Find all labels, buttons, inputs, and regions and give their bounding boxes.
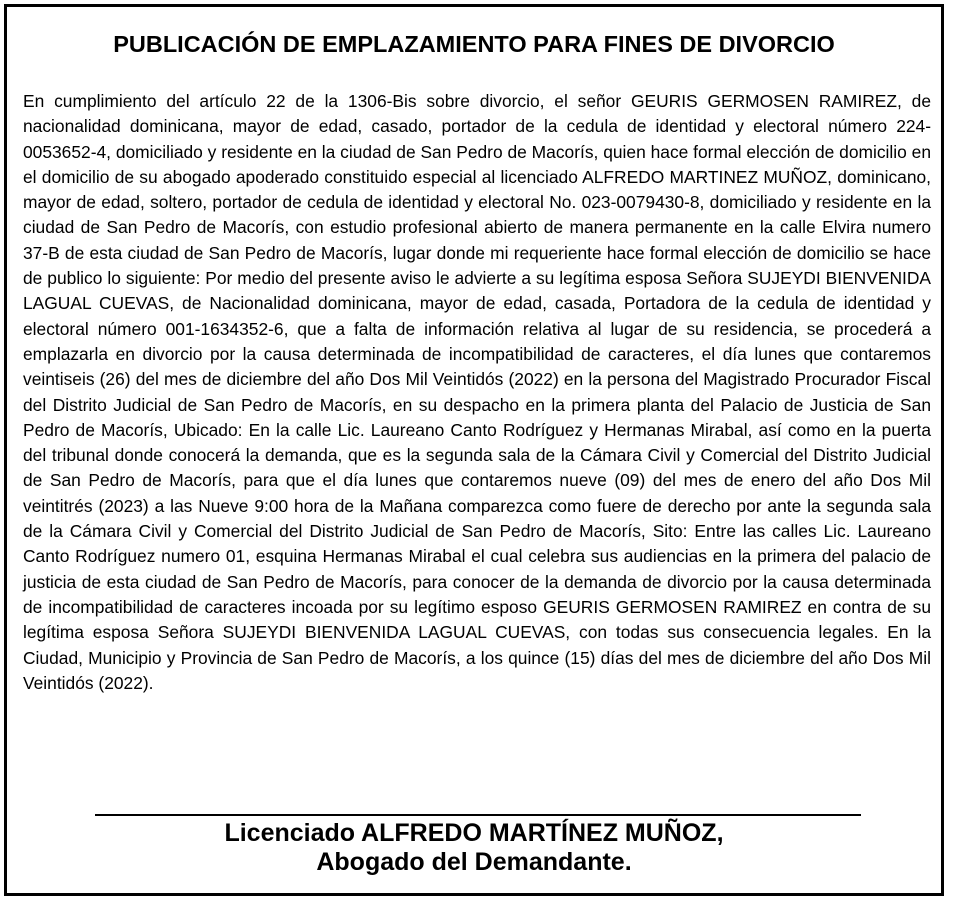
signature-block [7, 819, 941, 877]
notice-title: PUBLICACIÓN DE EMPLAZAMIENTO PARA FINES DE DIVORCIO [113, 31, 835, 57]
signature-line [95, 814, 861, 816]
signature-role: Abogado del Demandante. [316, 848, 632, 876]
notice-frame [4, 4, 944, 896]
notice-body: En cumplimiento del artículo 22 de la 1306-Bis sobre divorcio, el señor GEURIS GERMOSEN RAMIREZ, de nacionalidad dominicana, mayor de edad, casado, portador de la cedula de identidad y electoral número 224-0053652-4, domiciliado y residente en la ciudad de San Pedro de Macorís, quien hace formal elección de domicilio en el domicilio de su abogado apoderado constituido especial al licenciado ALFREDO MARTINEZ MUÑOZ, dominicano, mayor de edad, soltero, portador de cedula de identidad y electoral No. 023-0079430-8, domiciliado y residente en la ciudad de San Pedro de Macorís, con estudio profesional abierto de manera permanente en la calle Elvira numero 37-B de esta ciudad de San Pedro de Macorís, lugar donde mi requeriente hace formal elección de domicilio se hace de publico lo siguiente: Por medio del presente aviso le advierte a su legítima esposa Señora SUJEYDI BIENVENIDA LAGUAL CUEVAS, de Nacionalidad dominicana, mayor de edad, casada, Portadora de la cedula de identidad y electoral número 001-1634352-6, que a falta de información relativa al lugar de su residencia, se procederá a emplazarla en divorcio por la causa determinada de incompatibilidad de caracteres, el día lunes que contaremos veintiseis (26) del mes de diciembre del año Dos Mil Veintidós (2022) en la persona del Magistrado Procurador Fiscal del Distrito Judicial de San Pedro de Macorís, en su despacho en la primera planta del Palacio de Justicia de San Pedro de Macorís, Ubicado: En la calle Lic. Laureano Canto Rodríguez y Hermanas Mirabal, así como en la puerta del tribunal donde conocerá la demanda, que es la segunda sala de la Cámara Civil y Comercial del Distrito Judicial de San Pedro de Macorís, para que el día lunes que contaremos nueve (09) del mes de enero del año Dos Mil veintitrés (2023) a las Nueve 9:00 hora de la Mañana comparezca como fuere de derecho por ante la segunda sala de la Cámara Civil y Comercial del Distrito Judicial de San Pedro de Macorís, Sito: Entre las calles Lic. Laureano Canto Rodríguez numero 01, esquina Hermanas Mirabal el cual celebra sus audiencias en la primera del palacio de justicia de esta ciudad de San Pedro de Macorís, para conocer de la demanda de divorcio por la causa determinada de incompatibilidad de caracteres incoada por su legítimo esposo GEURIS GERMOSEN RAMIREZ en contra de su legítima esposa Señora SUJEYDI BIENVENIDA LAGUAL CUEVAS, con todas sus consecuencia legales. En la Ciudad, Municipio y Provincia de San Pedro de Macorís, a los quince (15) días del mes de diciembre del año Dos Mil Veintidós (2022). [23, 91, 931, 693]
signature-name: Licenciado ALFREDO MARTÍNEZ MUÑOZ, [224, 819, 724, 847]
